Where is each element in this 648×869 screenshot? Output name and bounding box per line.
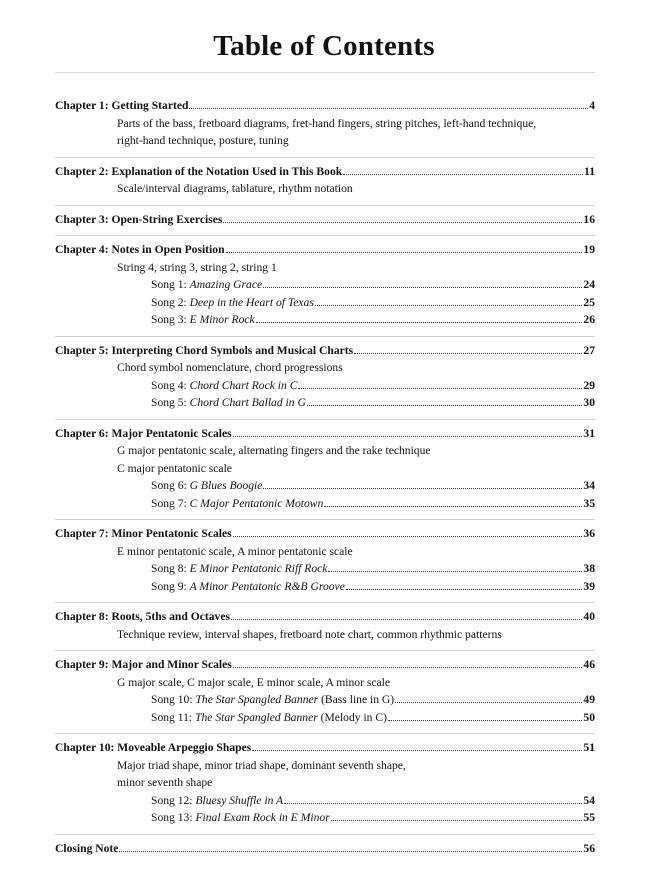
song-name: Chord Chart Rock in C — [189, 378, 298, 392]
toc-chapter — [55, 608, 595, 651]
toc-chapter-entry[interactable] — [55, 342, 595, 360]
table-of-contents — [55, 97, 595, 869]
toc-song-entry[interactable] — [55, 495, 595, 513]
toc-song-entry[interactable] — [55, 477, 595, 495]
dot-leader — [233, 667, 583, 668]
toc-song-entry[interactable] — [55, 691, 595, 709]
page-number: 51 — [583, 741, 595, 754]
toc-chapter — [55, 211, 595, 237]
song-name: C Major Pentatonic Motown — [189, 496, 324, 510]
dot-leader — [223, 222, 582, 223]
toc-chapter-entry[interactable] — [55, 425, 595, 443]
song-name: G Blues Boogie — [189, 479, 263, 492]
song-label: Song 5: — [151, 396, 190, 409]
page-number: 34 — [583, 479, 595, 492]
dot-leader — [189, 108, 588, 109]
dot-leader — [233, 536, 583, 537]
song-title — [151, 294, 314, 312]
page-number: 30 — [583, 396, 595, 409]
page-number: 49 — [583, 693, 595, 706]
song-name: A Minor Pentatonic R&B Groove — [189, 579, 345, 593]
dot-leader — [343, 174, 583, 175]
song-name: The Star Spangled Banner — [195, 710, 318, 724]
chapter-title: Chapter 10: Moveable Arpeggio Shapes — [55, 741, 252, 754]
chapter-title: Chapter 1: Getting Started — [55, 99, 189, 112]
toc-song-entry[interactable] — [55, 377, 595, 395]
title-divider — [55, 72, 595, 73]
toc-chapter — [55, 656, 595, 734]
page-number: 11 — [584, 164, 595, 178]
chapter-title: Chapter 4: Notes in Open Position — [55, 243, 225, 256]
page-number: 35 — [583, 496, 595, 510]
dot-leader — [119, 851, 582, 852]
toc-chapter — [55, 425, 595, 521]
toc-chapter-entry[interactable] — [55, 241, 595, 259]
toc-chapter-entry[interactable] — [55, 608, 595, 626]
chapter-title: Chapter 8: Roots, 5ths and Octaves — [55, 610, 230, 623]
toc-song-entry[interactable] — [55, 809, 595, 827]
toc-song-entry[interactable] — [55, 709, 595, 727]
chapter-description: G major scale, C major scale, E minor scale, A minor scale — [117, 675, 391, 689]
dot-leader — [233, 436, 583, 437]
song-name: The Star Spangled Banner — [195, 693, 319, 706]
chapter-description: Technique review, interval shapes, fretboard note chart, common rhythmic patterns — [117, 627, 502, 641]
toc-song-entry[interactable] — [55, 578, 595, 596]
dot-leader — [346, 589, 583, 590]
page-number: 46 — [583, 658, 595, 671]
page-number: 50 — [583, 710, 595, 724]
toc-chapter-entry[interactable] — [55, 97, 595, 115]
page-number: 38 — [583, 562, 595, 575]
toc-song-entry[interactable] — [55, 560, 595, 578]
song-label: Song 10: — [151, 693, 196, 706]
song-title — [151, 709, 387, 727]
dot-leader — [256, 322, 583, 323]
song-title — [151, 691, 394, 709]
chapter-description: C major pentatonic scale — [117, 461, 232, 475]
song-name: Deep in the Heart of Texas — [189, 295, 314, 309]
page-number: 55 — [583, 811, 595, 824]
page-number: 27 — [583, 343, 595, 357]
page-number: 26 — [583, 313, 595, 326]
song-name: Bluesy Shuffle in A — [195, 793, 284, 807]
page-number: 56 — [583, 841, 595, 855]
toc-chapter — [55, 739, 595, 835]
chapter-description: Chord symbol nomenclature, chord progressions — [117, 361, 343, 374]
page-title: Table of Contents — [213, 30, 435, 62]
page-number: 25 — [583, 295, 595, 309]
toc-song-entry[interactable] — [55, 792, 595, 810]
song-label: Song 8: — [151, 562, 190, 575]
song-name: E Minor Rock — [189, 313, 255, 326]
chapter-description: right-hand technique, posture, tuning — [117, 134, 289, 147]
toc-chapter — [55, 525, 595, 603]
dot-leader — [298, 388, 582, 389]
dot-leader — [226, 252, 583, 253]
toc-chapter-entry[interactable] — [55, 163, 595, 181]
dot-leader — [395, 702, 582, 703]
song-title — [151, 809, 330, 827]
dot-leader — [331, 820, 583, 821]
song-title — [151, 377, 297, 395]
page-number: 16 — [583, 212, 595, 226]
toc-chapter — [55, 97, 595, 158]
page-number: 31 — [583, 426, 595, 440]
chapter-title: Chapter 3: Open-String Exercises — [55, 212, 223, 226]
toc-song-entry[interactable] — [55, 311, 595, 329]
chapter-description: Parts of the bass, fretboard diagrams, fret-hand fingers, string pitches, left-hand technique, — [117, 116, 537, 130]
chapter-description: Major triad shape, minor triad shape, dominant seventh shape, — [117, 758, 406, 772]
dot-leader — [388, 720, 582, 721]
song-label: Song 7: — [151, 496, 190, 510]
dot-leader — [231, 619, 582, 620]
toc-chapter-entry[interactable] — [55, 656, 595, 674]
song-label: Song 2: — [151, 295, 190, 309]
song-name: Chord Chart Ballad in G — [189, 396, 306, 409]
dot-leader — [263, 287, 582, 288]
dot-leader — [328, 571, 582, 572]
song-title — [151, 495, 323, 513]
song-title — [151, 477, 262, 495]
song-label: Song 3: — [151, 313, 190, 326]
page-number: 4 — [589, 99, 595, 112]
song-label: Song 13: — [151, 811, 196, 824]
toc-chapter-entry[interactable] — [55, 211, 595, 229]
song-note: (Melody in C) — [317, 710, 387, 724]
toc-chapter-entry[interactable] — [55, 840, 595, 858]
song-name: E Minor Pentatonic Riff Rock — [189, 562, 328, 575]
song-title — [151, 560, 327, 578]
chapter-title: Chapter 7: Minor Pentatonic Scales — [55, 527, 232, 540]
chapter-description: minor seventh shape — [117, 776, 213, 789]
page-number: 40 — [583, 610, 595, 623]
song-label: Song 11: — [151, 710, 196, 724]
chapter-title: Chapter 9: Major and Minor Scales — [55, 658, 232, 671]
song-title — [151, 276, 262, 294]
song-label: Song 9: — [151, 579, 190, 593]
page-number: 39 — [583, 579, 595, 593]
chapter-title: Chapter 2: Explanation of the Notation Used in This Book — [55, 164, 343, 178]
toc-song-entry[interactable] — [55, 294, 595, 312]
chapter-title: Chapter 5: Interpreting Chord Symbols and Musical Charts — [55, 343, 354, 357]
song-note: (Bass line in G) — [318, 693, 395, 706]
song-label: Song 4: — [151, 378, 190, 392]
dot-leader — [284, 803, 582, 804]
page-number: 36 — [583, 527, 595, 540]
toc-chapter-entry[interactable] — [55, 739, 595, 757]
chapter-description: String 4, string 3, string 2, string 1 — [117, 260, 277, 274]
song-label: Song 6: — [151, 479, 190, 492]
page-number: 19 — [583, 243, 595, 256]
song-name: Final Exam Rock in E Minor — [195, 811, 330, 824]
song-title — [151, 578, 345, 596]
dot-leader — [354, 353, 582, 354]
toc-song-entry[interactable] — [55, 276, 595, 294]
chapter-description: G major pentatonic scale, alternating fingers and the rake technique — [117, 444, 431, 457]
dot-leader — [324, 506, 582, 507]
toc-chapter-entry[interactable] — [55, 525, 595, 543]
dot-leader — [315, 305, 583, 306]
dot-leader — [263, 488, 582, 489]
page-number: 54 — [583, 793, 595, 807]
song-name: Amazing Grace — [189, 278, 263, 291]
song-title — [151, 311, 255, 329]
song-title — [151, 792, 283, 810]
song-label: Song 1: — [151, 278, 190, 291]
song-title — [151, 394, 306, 412]
dot-leader — [252, 750, 582, 751]
chapter-description: E minor pentatonic scale, A minor pentatonic scale — [117, 544, 353, 558]
page-number: 24 — [583, 278, 595, 291]
toc-chapter — [55, 840, 595, 865]
chapter-title: Chapter 6: Major Pentatonic Scales — [55, 426, 232, 440]
dot-leader — [307, 405, 583, 406]
toc-chapter — [55, 342, 595, 420]
chapter-title: Closing Note — [55, 841, 119, 855]
toc-song-entry[interactable] — [55, 394, 595, 412]
toc-chapter — [55, 241, 595, 337]
page-number: 29 — [583, 378, 595, 392]
song-label: Song 12: — [151, 793, 196, 807]
chapter-description: Scale/interval diagrams, tablature, rhythm notation — [117, 182, 353, 195]
toc-chapter — [55, 163, 595, 206]
